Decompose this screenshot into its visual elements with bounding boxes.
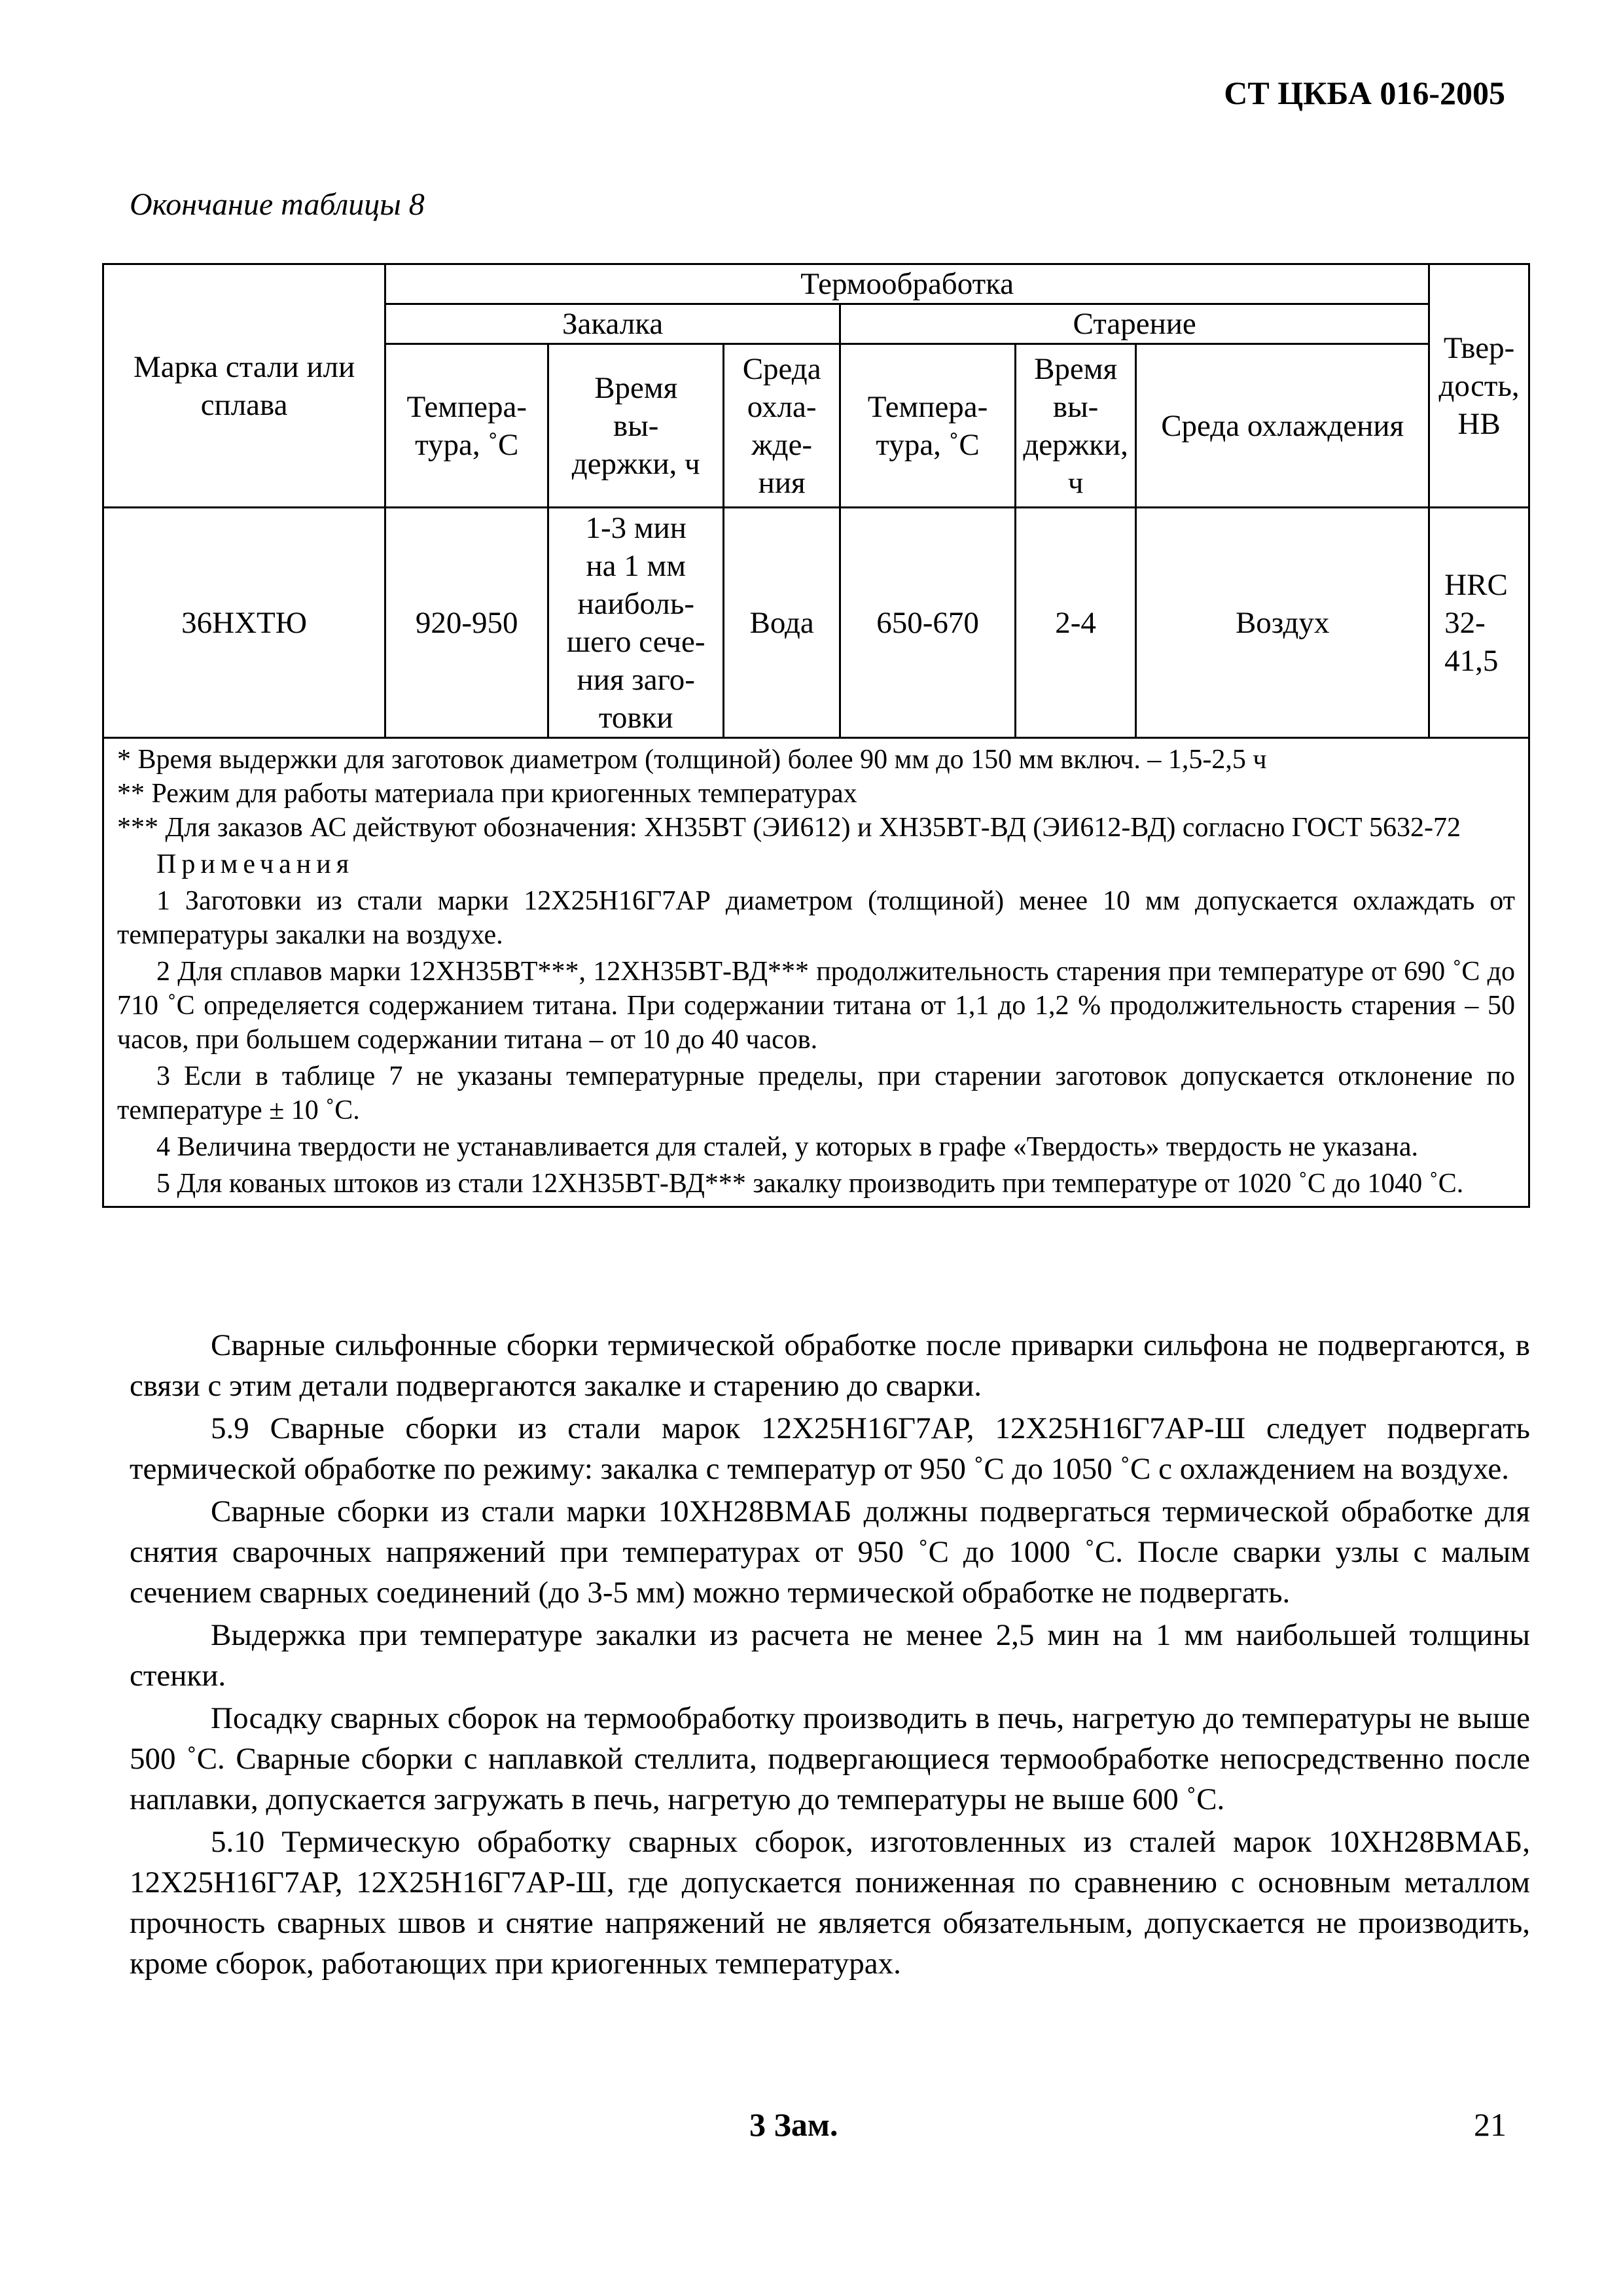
note-1: 1 Заготовки из стали марки 12Х25Н16Г7АР диаметром (толщиной) менее 10 мм допускается охлаждать от температуры закалки на воздухе.	[117, 886, 1515, 950]
header-aging-temperature: Темпера- тура, ˚С	[840, 344, 1016, 508]
cell-aging-hold-time: 2-4	[1016, 508, 1136, 738]
header-hardness: Твер- дость, НВ	[1429, 264, 1529, 508]
notes-heading: Примечания	[156, 849, 355, 879]
paragraph: 5.9 Сварные сборки из стали марок 12Х25Н16Г7АР, 12Х25Н16Г7АР-Ш следует подвергать термической обработке по режиму: закалка с температур от 950 ˚С до 1050 ˚С с охлаждением на воздухе.	[130, 1411, 1530, 1486]
note-2: 2 Для сплавов марки 12ХН35ВТ***, 12ХН35ВТ-ВД*** продолжительность старения при температуре от 690 ˚С до 710 ˚С определяется содержанием титана. При содержании титана от 1,1 до 1,2 % продолжительность старения – 50 часов, при большем содержании титана – от 10 до 40 часов.	[117, 957, 1515, 1055]
header-quench-hold-time: Время вы- держки, ч	[548, 344, 724, 508]
table-caption: Окончание таблицы 8	[130, 187, 425, 222]
header-steel-grade: Марка стали или сплава	[103, 264, 385, 508]
paragraph: Посадку сварных сборок на термообработку производить в печь, нагретую до температуры не выше 500 ˚С. Сварные сборки с наплавкой стеллита, подвергающиеся термообработке непосредственно после наплавки, допускается загружать в печь, нагретую до температуры не выше 600 ˚С.	[130, 1701, 1530, 1816]
cell-hardness: HRC 32- 41,5	[1429, 508, 1529, 738]
note-4: 4 Величина твердости не устанавливается для сталей, у которых в графе «Твердость» твердость не указана.	[156, 1132, 1419, 1162]
footnote-1: * Время выдержки для заготовок диаметром (толщиной) более 90 мм до 150 мм включ. – 1,5-2,5 ч	[117, 745, 1267, 775]
paragraph: Сварные сильфонные сборки термической обработке после приварки сильфона не подвергаются, в связи с этим детали подвергаются закалке и старению до сварки.	[130, 1328, 1530, 1403]
cell-quench-hold-time: 1-3 мин на 1 мм наиболь- шего сече- ния заго- товки	[548, 508, 724, 738]
footnote-3: *** Для заказов АС действуют обозначения: ХН35ВТ (ЭИ612) и ХН35ВТ-ВД (ЭИ612-ВД) согласно ГОСТ 5632-72	[117, 813, 1461, 843]
header-aging: Старение	[840, 304, 1429, 344]
paragraph: Сварные сборки из стали марки 10ХН28ВМАБ должны подвергаться термической обработке для снятия сварочных напряжений при температурах от 950 ˚С до 1000 ˚С. После сварки узлы с малым сечением сварных соединений (до 3-5 мм) можно термической обработке не подвергать.	[130, 1494, 1530, 1610]
cell-steel-grade: 36НХТЮ	[103, 508, 385, 738]
cell-quench-temperature: 920-950	[385, 508, 548, 738]
note-5: 5 Для кованых штоков из стали 12ХН35ВТ-ВД*** закалку производить при температуре от 1020 ˚С до 1040 ˚С.	[156, 1169, 1464, 1199]
header-quench-temperature: Темпера- тура, ˚С	[385, 344, 548, 508]
footnote-2: ** Режим для работы материала при криогенных температурах	[117, 779, 857, 809]
heat-treatment-table	[102, 263, 1530, 1208]
change-mark: 3 Зам.	[749, 2106, 838, 2143]
table-row	[103, 508, 1529, 738]
body-text	[130, 1325, 1530, 1986]
paragraph: Выдержка при температуре закалки из расчета не менее 2,5 мин на 1 мм наибольшей толщины стенки.	[130, 1618, 1530, 1693]
header-aging-medium: Среда охлаждения	[1136, 344, 1429, 508]
page-number: 21	[1474, 2106, 1507, 2143]
header-quenching: Закалка	[385, 304, 840, 344]
cell-aging-medium: Воздух	[1136, 508, 1429, 738]
cell-aging-temperature: 650-670	[840, 508, 1016, 738]
document-code: СТ ЦКБА 016-2005	[1224, 75, 1505, 111]
cell-quench-medium: Вода	[724, 508, 840, 738]
paragraph: 5.10 Термическую обработку сварных сборок, изготовленных из сталей марок 10ХН28ВМАБ, 12Х25Н16Г7АР, 12Х25Н16Г7АР-Ш, где допускается пониженная по сравнению с основным металлом прочность сварных швов и снятие напряжений не является обязательным, допускается не производить, кроме сборок, работающих при криогенных температурах.	[130, 1825, 1530, 1981]
header-aging-hold-time: Время вы- держки, ч	[1016, 344, 1136, 508]
header-quench-medium: Среда охла- жде- ния	[724, 344, 840, 508]
note-3: 3 Если в таблице 7 не указаны температурные пределы, при старении заготовок допускается отклонение по температуре ± 10 ˚С.	[117, 1061, 1515, 1125]
header-heat-treatment: Термообработка	[385, 264, 1429, 304]
table-notes	[103, 738, 1529, 1207]
